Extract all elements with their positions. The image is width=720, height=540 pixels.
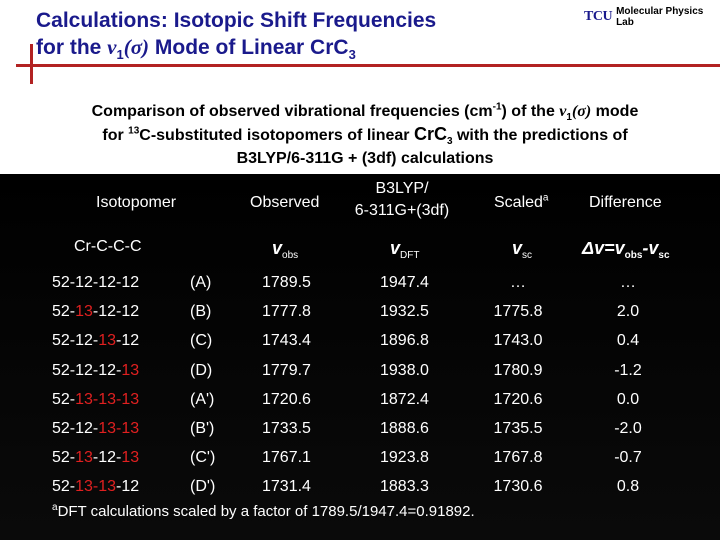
isotopomer-part: - bbox=[116, 449, 122, 466]
difference-value: 0.8 bbox=[616, 478, 640, 495]
scaled-value: 1767.8 bbox=[493, 449, 543, 466]
isotopomer-part: 12 bbox=[121, 303, 140, 320]
scaled-value: 1720.6 bbox=[493, 391, 543, 408]
header-accent bbox=[30, 44, 33, 84]
difference-value: 2.0 bbox=[616, 303, 640, 320]
isotopomer-part: 13 bbox=[121, 420, 140, 437]
isotopomer-part: 13 bbox=[98, 420, 117, 437]
caption-formula: CrC bbox=[413, 124, 447, 144]
isotopomer-part: 12 bbox=[121, 478, 140, 495]
footnote-text: DFT calculations scaled by a factor of 1789.5/1947.4=0.91892. bbox=[57, 503, 475, 520]
caption-superscript: 13 bbox=[128, 125, 140, 137]
isotopomer-part: - bbox=[92, 478, 99, 495]
isotopomer-part: - bbox=[116, 362, 122, 379]
isotopomer-part: 52- bbox=[52, 478, 76, 495]
dft-value: 1932.5 bbox=[380, 303, 429, 320]
scaled-value: 1775.8 bbox=[493, 303, 543, 320]
isotopomer-part: - bbox=[92, 303, 99, 320]
isotopomer-part: 52- bbox=[52, 449, 76, 466]
observed-value: 1779.7 bbox=[262, 362, 311, 379]
slide-title bbox=[36, 8, 436, 61]
caption-line-3: B3LYP/6-311G + (3df) calculations bbox=[236, 150, 494, 167]
isotopomer-part: 12 bbox=[98, 362, 117, 379]
isotopomer-code bbox=[52, 274, 139, 292]
dft-value: 1872.4 bbox=[380, 391, 429, 408]
header-scaled-sup: a bbox=[542, 192, 549, 204]
observed-value: 1731.4 bbox=[262, 478, 311, 495]
footnote bbox=[52, 503, 475, 520]
isotopomer-part: 12 bbox=[121, 332, 140, 349]
observed-value: 1743.4 bbox=[262, 332, 311, 349]
footnote-marker: a bbox=[52, 502, 58, 513]
subheader-sub: sc bbox=[522, 250, 533, 262]
caption-line-1 bbox=[20, 100, 710, 123]
isotopomer-part: 12 bbox=[98, 303, 117, 320]
caption-text: for bbox=[102, 127, 129, 144]
caption-text: C-substituted isotopomers of linear bbox=[139, 127, 414, 144]
header-b3lyp-line1: B3LYP/ bbox=[375, 180, 429, 197]
header-scaled-text: Scaled bbox=[494, 194, 543, 211]
caption-text: mode bbox=[591, 103, 639, 120]
isotopomer-label: (B') bbox=[190, 420, 215, 437]
difference-value: … bbox=[620, 274, 636, 291]
scaled-value: 1735.5 bbox=[493, 420, 543, 437]
isotopomer-label: (C') bbox=[190, 449, 216, 466]
caption-text: Comparison of observed vibrational frequencies (cm bbox=[91, 103, 493, 120]
nu-symbol: v bbox=[272, 238, 283, 258]
dft-value: 1896.8 bbox=[380, 332, 429, 349]
title-line-2 bbox=[36, 34, 436, 61]
isotopomer-part: 13 bbox=[98, 391, 117, 408]
title-subscript: 3 bbox=[348, 47, 356, 63]
isotopomer-part: - bbox=[92, 420, 99, 437]
scaled-value: 1743.0 bbox=[493, 332, 543, 349]
lab-logo bbox=[584, 6, 720, 28]
difference-value: -2.0 bbox=[614, 420, 642, 437]
isotopomer-part: 12 bbox=[75, 332, 93, 349]
nu-symbol: ν bbox=[107, 35, 117, 59]
title-text: C bbox=[333, 36, 349, 59]
isotopomer-code bbox=[52, 332, 139, 350]
isotopomer-code bbox=[52, 478, 139, 496]
isotopomer-part: 12 bbox=[75, 420, 93, 437]
title-text: Mode of Linear Cr bbox=[149, 36, 334, 59]
caption-text: with the predictions of bbox=[452, 127, 628, 144]
subheader-isotopomer: Cr-C-C-C bbox=[74, 238, 142, 255]
isotopomer-part: - bbox=[92, 362, 99, 379]
isotopomer-code bbox=[52, 391, 139, 409]
caption-superscript: -1 bbox=[492, 101, 502, 113]
delta-nu: Δv=v bbox=[582, 238, 625, 258]
difference-value: -1.2 bbox=[614, 362, 642, 379]
isotopomer-code bbox=[52, 420, 139, 438]
subheader-dft bbox=[390, 238, 420, 262]
isotopomer-part: - bbox=[92, 449, 99, 466]
isotopomer-part: 13 bbox=[121, 449, 140, 466]
isotopomer-label: (A') bbox=[190, 391, 215, 408]
isotopomer-part: 12 bbox=[98, 449, 117, 466]
tcu-logo-mark: TCU bbox=[584, 9, 613, 24]
scaled-value: 1730.6 bbox=[493, 478, 543, 495]
caption-text: ) of the bbox=[501, 103, 560, 120]
isotopomer-part: 13 bbox=[98, 478, 117, 495]
observed-value: 1789.5 bbox=[262, 274, 311, 291]
header-scaled bbox=[494, 194, 548, 212]
isotopomer-label: (D) bbox=[190, 362, 213, 379]
isotopomer-code bbox=[52, 303, 139, 321]
caption-line-2 bbox=[20, 123, 710, 147]
isotopomer-part: - bbox=[92, 391, 99, 408]
subheader-obs bbox=[272, 238, 299, 262]
nu-symbol: ν bbox=[559, 103, 567, 120]
header-b3lyp-line2: 6-311G+(3df) bbox=[354, 202, 450, 219]
difference-value: 0.4 bbox=[616, 332, 640, 349]
header-isotopomer: Isotopomer bbox=[96, 194, 177, 211]
table-caption bbox=[20, 100, 710, 170]
sigma-label: (σ) bbox=[123, 35, 150, 59]
isotopomer-part: 13 bbox=[121, 362, 140, 379]
dft-value: 1947.4 bbox=[380, 274, 429, 291]
isotopomer-part: 13 bbox=[75, 449, 93, 466]
isotopomer-label: (B) bbox=[190, 303, 212, 320]
isotopomer-part: 12 bbox=[121, 274, 140, 291]
observed-value: 1720.6 bbox=[262, 391, 311, 408]
isotopomer-part: 52- bbox=[52, 332, 76, 349]
scaled-value: 1780.9 bbox=[493, 362, 543, 379]
isotopomer-part: 12 bbox=[75, 274, 93, 291]
isotopomer-part: - bbox=[116, 303, 122, 320]
isotopomer-part: 13 bbox=[121, 391, 140, 408]
observed-value: 1777.8 bbox=[262, 303, 311, 320]
minus-nu: -v bbox=[642, 238, 659, 258]
dft-value: 1923.8 bbox=[380, 449, 429, 466]
header-divider bbox=[16, 64, 720, 67]
dft-value: 1883.3 bbox=[380, 478, 429, 495]
nu-symbol: v bbox=[512, 238, 523, 258]
isotopomer-part: - bbox=[116, 478, 122, 495]
observed-value: 1733.5 bbox=[262, 420, 311, 437]
isotopomer-part: - bbox=[116, 274, 122, 291]
isotopomer-label: (D') bbox=[190, 478, 216, 495]
isotopomer-part: 52- bbox=[52, 303, 76, 320]
difference-value: 0.0 bbox=[616, 391, 640, 408]
nu-subscript: 1 bbox=[116, 47, 124, 63]
dft-value: 1888.6 bbox=[380, 420, 429, 437]
isotopomer-part: - bbox=[116, 420, 122, 437]
lab-name: Molecular Physics Lab bbox=[616, 6, 704, 28]
nu-subscript: 1 bbox=[566, 112, 572, 124]
isotopomer-label: (C) bbox=[190, 332, 213, 349]
isotopomer-part: 52- bbox=[52, 391, 76, 408]
isotopomer-code bbox=[52, 362, 139, 380]
subheader-sub: obs bbox=[282, 250, 299, 262]
isotopomer-part: 52- bbox=[52, 274, 76, 291]
subheader-sub: sc bbox=[658, 250, 670, 262]
isotopomer-part: 12 bbox=[75, 362, 93, 379]
isotopomer-part: - bbox=[92, 274, 99, 291]
isotopomer-part: - bbox=[116, 332, 122, 349]
observed-value: 1767.1 bbox=[262, 449, 311, 466]
subheader-diff bbox=[582, 238, 670, 262]
difference-value: -0.7 bbox=[614, 449, 642, 466]
nu-symbol: v bbox=[390, 238, 401, 258]
isotopomer-label: (A) bbox=[190, 274, 212, 291]
header-b3lyp bbox=[352, 180, 452, 220]
scaled-value: … bbox=[510, 274, 526, 291]
isotopomer-part: 13 bbox=[75, 478, 93, 495]
subheader-sub: obs bbox=[624, 250, 643, 262]
isotopomer-code bbox=[52, 449, 139, 467]
dft-value: 1938.0 bbox=[380, 362, 429, 379]
caption-subscript: 3 bbox=[446, 136, 453, 148]
isotopomer-part: 52- bbox=[52, 362, 76, 379]
title-line-1: Calculations: Isotopic Shift Frequencies bbox=[36, 9, 437, 32]
header-difference: Difference bbox=[589, 194, 662, 211]
isotopomer-part: 13 bbox=[98, 332, 117, 349]
isotopomer-part: - bbox=[116, 391, 122, 408]
subheader-sc bbox=[512, 238, 533, 262]
isotopomer-part: 13 bbox=[75, 391, 93, 408]
header-observed: Observed bbox=[250, 194, 320, 211]
sigma-label: (σ) bbox=[571, 103, 592, 120]
isotopomer-part: 52- bbox=[52, 420, 76, 437]
title-text: for the bbox=[36, 36, 108, 59]
subheader-sub: DFT bbox=[400, 250, 420, 262]
isotopomer-part: - bbox=[92, 332, 99, 349]
isotopomer-part: 12 bbox=[98, 274, 117, 291]
isotopomer-part: 13 bbox=[75, 303, 93, 320]
